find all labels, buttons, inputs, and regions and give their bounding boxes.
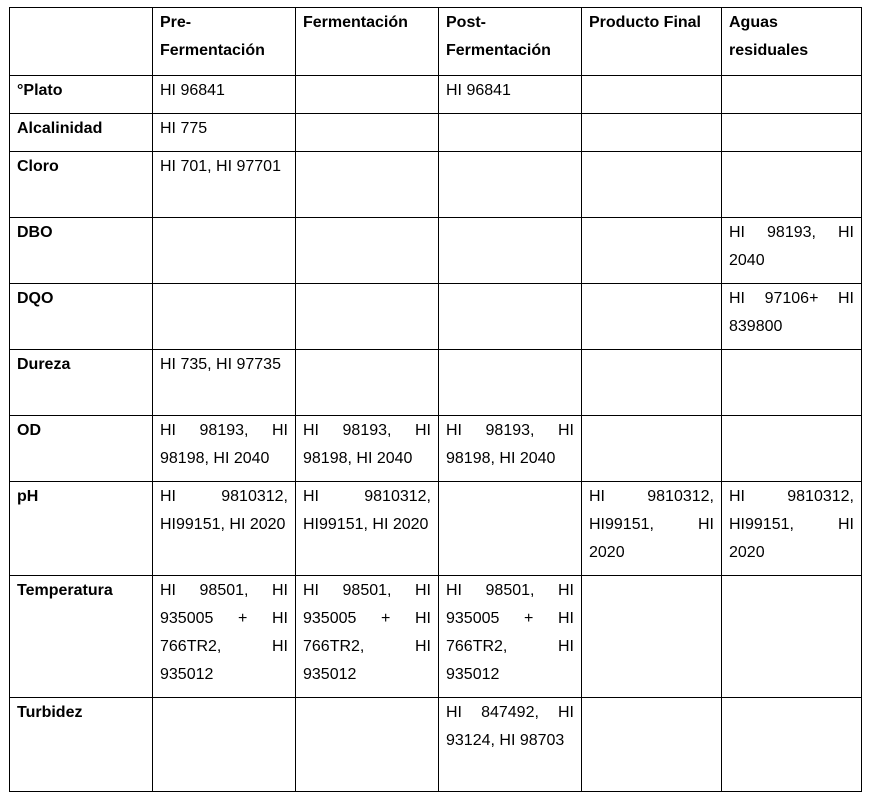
table-cell <box>722 114 862 152</box>
table-cell: HI 9810312, HI99151, HI 2020 <box>153 482 296 576</box>
table-cell <box>296 114 439 152</box>
row-label: OD <box>10 416 153 482</box>
header-label: Fermentación <box>303 14 408 31</box>
table-cell <box>722 576 862 698</box>
table-cell <box>296 218 439 284</box>
row-label: Turbidez <box>10 698 153 792</box>
header-cell-aguas-residuales <box>722 8 862 76</box>
row-label: Alcalinidad <box>10 114 153 152</box>
parameters-table <box>9 7 862 792</box>
row-label: pH <box>10 482 153 576</box>
table-cell <box>439 482 582 576</box>
table-row <box>10 114 862 152</box>
table-cell <box>296 152 439 218</box>
table-cell <box>153 218 296 284</box>
header-cell-fermentacion <box>296 8 439 76</box>
table-row <box>10 482 862 576</box>
table-row <box>10 152 862 218</box>
table-cell <box>582 698 722 792</box>
table-cell: HI 701, HI 97701 <box>153 152 296 218</box>
row-label: Dureza <box>10 350 153 416</box>
table-cell: HI 9810312, HI99151, HI 2020 <box>296 482 439 576</box>
header-label: Producto Final <box>589 14 701 31</box>
table-cell <box>439 284 582 350</box>
table-cell: HI 97106+ HI 839800 <box>722 284 862 350</box>
header-cell-post-fermentacion <box>439 8 582 76</box>
table-cell <box>582 76 722 114</box>
table-cell <box>439 218 582 284</box>
table-cell <box>722 152 862 218</box>
table-cell <box>296 76 439 114</box>
table-cell <box>722 76 862 114</box>
table-cell <box>582 114 722 152</box>
table-cell: HI 98193, HI 2040 <box>722 218 862 284</box>
header-cell-producto-final <box>582 8 722 76</box>
table-row <box>10 698 862 792</box>
header-cell-parameter <box>10 8 153 76</box>
table-cell <box>722 416 862 482</box>
header-label: Aguas residuales <box>729 14 809 59</box>
table-cell <box>582 218 722 284</box>
table-cell: HI 98193, HI 98198, HI 2040 <box>153 416 296 482</box>
table-row <box>10 284 862 350</box>
header-row <box>10 8 862 76</box>
table-cell <box>153 698 296 792</box>
table-cell: HI 9810312, HI99151, HI 2020 <box>582 482 722 576</box>
table-cell: HI 9810312, HI99151, HI 2020 <box>722 482 862 576</box>
table-cell <box>722 350 862 416</box>
table-cell: HI 735, HI 97735 <box>153 350 296 416</box>
table-cell <box>296 350 439 416</box>
table-row <box>10 218 862 284</box>
table-row <box>10 576 862 698</box>
row-label: Cloro <box>10 152 153 218</box>
row-label: DBO <box>10 218 153 284</box>
table-cell: HI 98501, HI 935005 + HI 766TR2, HI 935012 <box>439 576 582 698</box>
table-cell <box>296 284 439 350</box>
row-label: Temperatura <box>10 576 153 698</box>
header-label: Post- Fermentación <box>446 14 551 59</box>
table-cell <box>582 152 722 218</box>
table-cell <box>582 350 722 416</box>
table-cell <box>722 698 862 792</box>
table-cell: HI 847492, HI 93124, HI 98703 <box>439 698 582 792</box>
header-label: Pre- Fermentación <box>160 14 265 59</box>
table-cell <box>582 576 722 698</box>
table-cell: HI 98501, HI 935005 + HI 766TR2, HI 935012 <box>296 576 439 698</box>
table-cell: HI 96841 <box>153 76 296 114</box>
table-cell: HI 98501, HI 935005 + HI 766TR2, HI 935012 <box>153 576 296 698</box>
header-cell-pre-fermentacion <box>153 8 296 76</box>
table-cell <box>582 284 722 350</box>
table-cell <box>582 416 722 482</box>
table-row <box>10 76 862 114</box>
table-cell <box>439 350 582 416</box>
row-label: DQO <box>10 284 153 350</box>
table-cell: HI 98193, HI 98198, HI 2040 <box>439 416 582 482</box>
table-cell <box>296 698 439 792</box>
table-cell: HI 98193, HI 98198, HI 2040 <box>296 416 439 482</box>
table-row <box>10 416 862 482</box>
table-cell <box>153 284 296 350</box>
table-cell <box>439 152 582 218</box>
table-cell: HI 96841 <box>439 76 582 114</box>
table-cell: HI 775 <box>153 114 296 152</box>
table-cell <box>439 114 582 152</box>
table-row <box>10 350 862 416</box>
row-label: °Plato <box>10 76 153 114</box>
